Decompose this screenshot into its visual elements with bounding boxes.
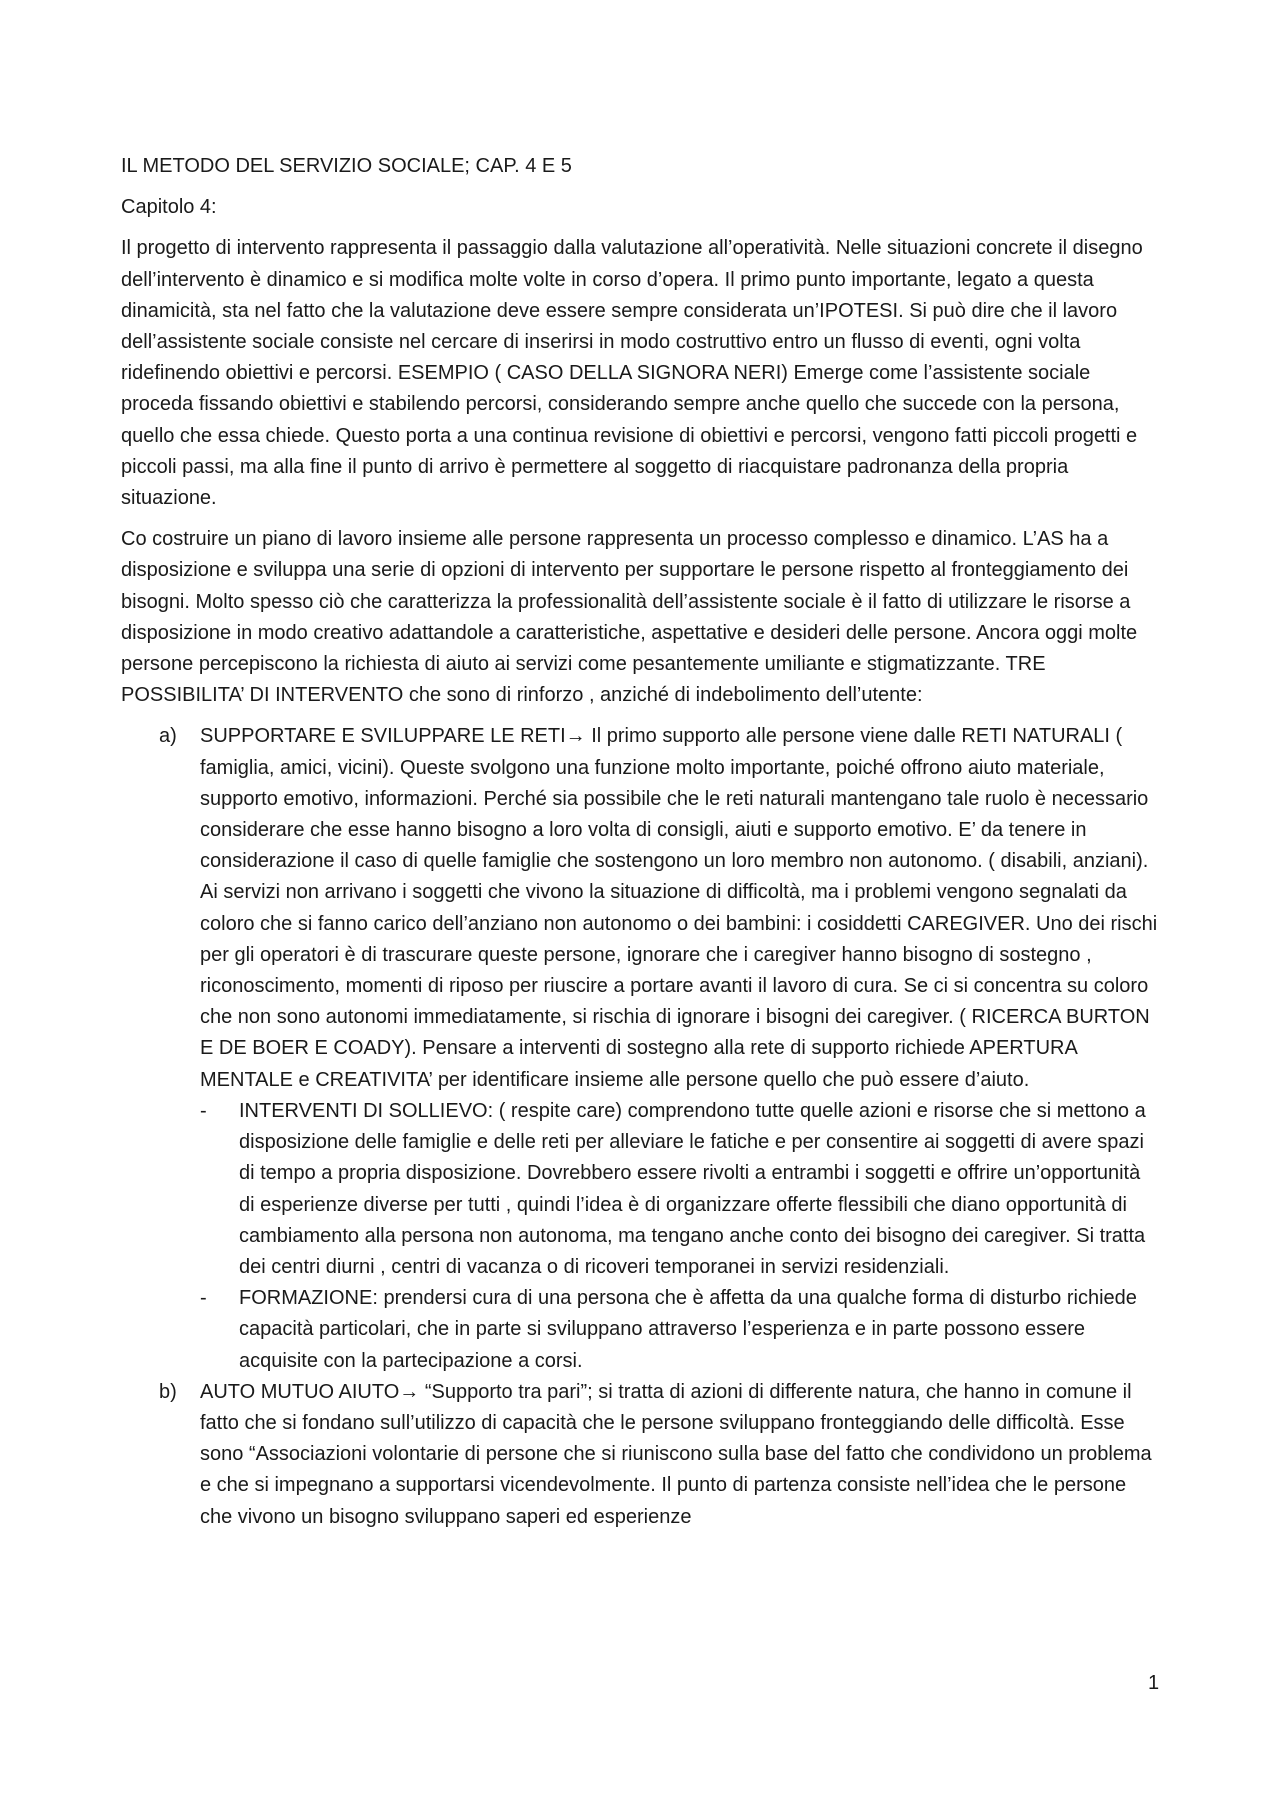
paragraph: Il progetto di intervento rappresenta il passaggio dalla valutazione all’operatività. Nelle situazioni concrete il disegno dell’intervento è dinamico e si modifica molte volte in corso d’opera. Il primo punto importante, legato a questa dinamicità, sta nel fatto che la valutazione deve essere sempre considerata un’IPOTESI. Si può dire che il lavoro dell’assistente sociale consiste nel cercare di inserirsi in modo costruttivo entro un flusso di eventi, ogni volta ridefinendo obiettivi e percorsi. ESEMPIO ( CASO DELLA SIGNORA NERI) Emerge come l’assistente sociale proceda fissando obiettivi e stabilendo percorsi, considerando sempre anche quello che succede con la persona, quello che essa chiede. Questo porta a una continua revisione di obiettivi e percorsi, vengono fatti piccoli progetti e piccoli passi, ma alla fine il punto di arrivo è permettere al soggetto di riacquistare padronanza della propria situazione.: [121, 237, 1143, 510]
list-marker: a): [159, 725, 177, 748]
document-body: [121, 151, 1161, 1533]
sub-list-item-text: FORMAZIONE: prendersi cura di una persona che è affetta da una qualche forma di disturbo richiede capacità particolari, che in parte si sviluppano attraverso l’esperienza e in parte possono essere acquisite con la partecipazione a corsi.: [239, 1287, 1137, 1372]
page-number: 1: [1148, 1672, 1160, 1694]
bullet-dash: -: [200, 1287, 207, 1310]
paragraph: Co costruire un piano di lavoro insieme alle persone rappresenta un processo complesso e dinamico. L’AS ha a disposizione e sviluppa una serie di opzioni di intervento per supportare le persone rispetto al fronteggiamento dei bisogni. Molto spesso ciò che caratterizza la professionalità dell’assistente sociale è il fatto di utilizzare le risorse a disposizione in modo creativo adattandole a caratteristiche, aspettative e desideri delle persone. Ancora oggi molte persone percepiscono la richiesta di aiuto ai servizi come pesantemente umiliante e stigmatizzante. TRE POSSIBILITA’ DI INTERVENTO che sono di rinforzo , anziché di indebolimento dell’utente:: [121, 528, 1138, 707]
sub-list-item-text: INTERVENTI DI SOLLIEVO: ( respite care) comprendono tutte quelle azioni e risorse che si mettono a disposizione delle famiglie e delle reti per alleviare le fatiche e per consentire ai soggetti di avere spazi di tempo a propria disposizione. Dovrebbero essere rivolti a entrambi i soggetti e offrire un’opportunità di esperienze diverse per tutti , quindi l’idea è di organizzare offerte flessibili che diano opportunità di cambiamento alla persona non autonoma, ma tengano anche conto dei bisogno dei caregiver. Si tratta dei centri diurni , centri di vacanza o di ricoveri temporanei in servizi residenziali.: [239, 1099, 1146, 1278]
list-item-text: AUTO MUTUO AIUTO→ “Supporto tra pari”; si tratta di azioni di differente natura, che hanno in comune il fatto che si fondano sull’utilizzo di capacità che le persone sviluppano fronteggiando delle difficoltà. Esse sono “Associazioni volontarie di persone che si riuniscono sulla base del fatto che condividono un problema e che si impegnano a supportarsi vicendevolmente. Il punto di partenza consiste nell’idea che le persone che vivono un bisogno sviluppano saperi ed esperienze: [200, 1380, 1152, 1528]
sub-list-item: [200, 1283, 1161, 1377]
list-item: [121, 721, 1161, 1376]
sub-list-item: [200, 1096, 1161, 1283]
sub-list: [200, 1096, 1161, 1377]
list-marker: b): [159, 1380, 177, 1403]
bullet-dash: -: [200, 1099, 207, 1122]
list-item: [121, 1377, 1161, 1533]
intervention-list: [121, 721, 1161, 1532]
document-title: IL METODO DEL SERVIZIO SOCIALE; CAP. 4 E 5: [121, 155, 572, 177]
list-item-text: SUPPORTARE E SVILUPPARE LE RETI→ Il primo supporto alle persone viene dalle RETI NATURALI ( famiglia, amici, vicini). Queste svolgono una funzione molto importante, poiché offrono aiuto materiale, supporto emotivo, informazioni. Perché sia possibile che le reti naturali mantengano tale ruolo è necessario considerare che esse hanno bisogno a loro volta di consigli, aiuti e supporto emotivo. E’ da tenere in considerazione il caso di quelle famiglie che sostengono un loro membro non autonomo. ( disabili, anziani). Ai servizi non arrivano i soggetti che vivono la situazione di difficoltà, ma i problemi vengono segnalati da coloro che si fanno carico dell’anziano non autonomo o dei bambini: i cosiddetti CAREGIVER. Uno dei rischi per gli operatori è di trascurare queste persone, ignorare che i caregiver hanno bisogno di sostegno , riconoscimento, momenti di riposo per riuscire a portare avanti il lavoro di cura. Se ci si concentra su coloro che non sono autonomi immediatamente, si rischia di ignorare i bisogni dei caregiver. ( RICERCA BURTON E DE BOER E COADY). Pensare a interventi di sostegno alla rete di supporto richiede APERTURA MENTALE e CREATIVITA’ per identificare insieme alle persone quello che può essere d’aiuto.: [200, 725, 1158, 1091]
chapter-heading: Capitolo 4:: [121, 196, 217, 219]
